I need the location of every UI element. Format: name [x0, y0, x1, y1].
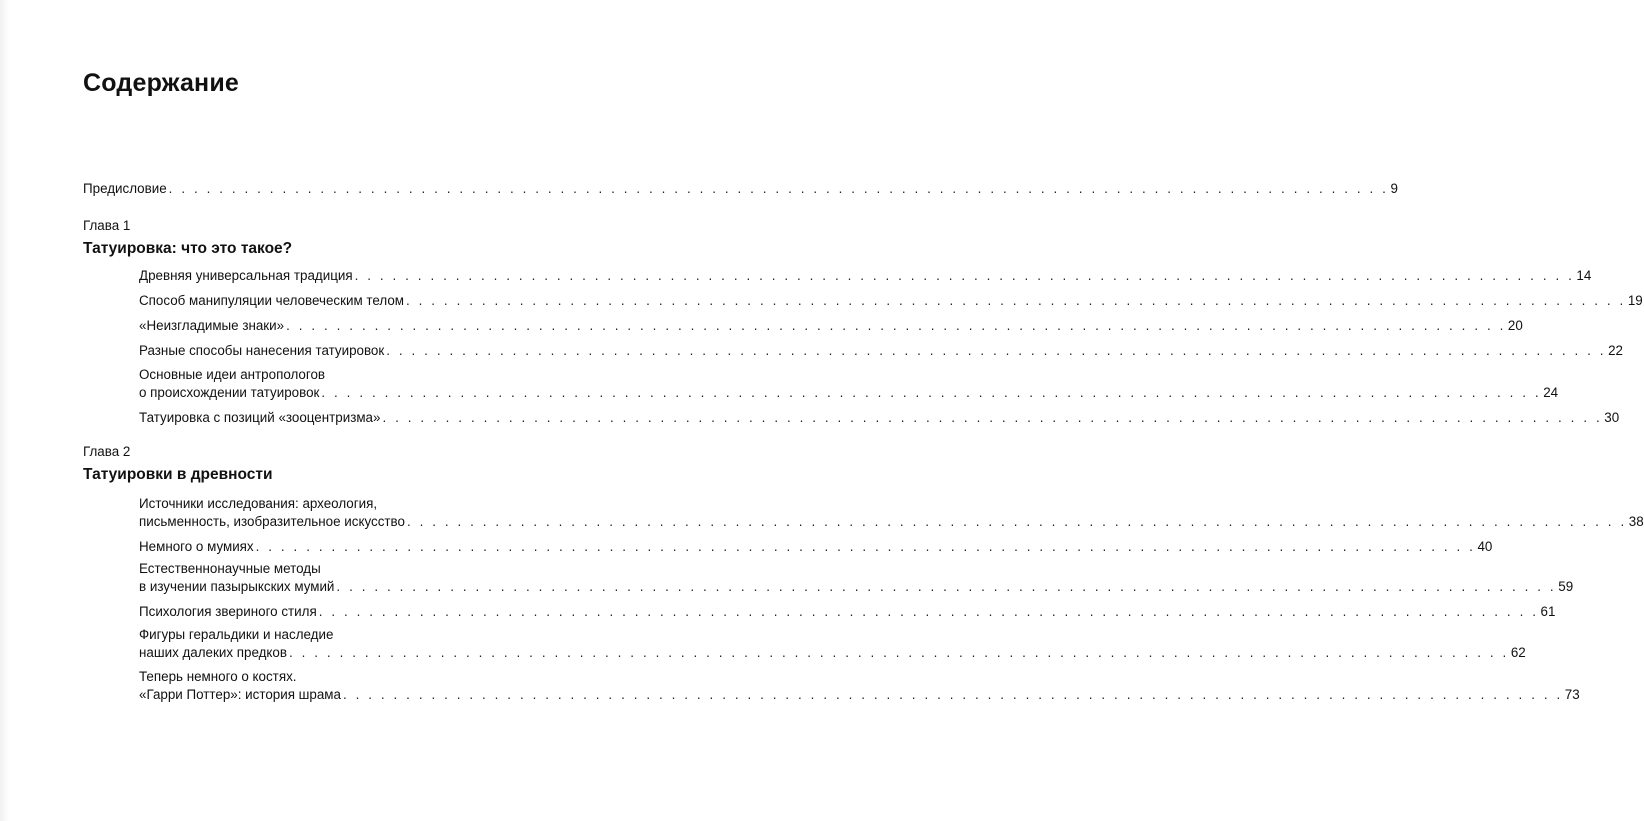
- toc-entry-label: Разные способы нанесения татуировок: [139, 343, 385, 358]
- toc-page-number: 14: [1576, 268, 1592, 283]
- toc-page-number: 38: [1628, 514, 1644, 529]
- dot-leader: . . . . . . . . . . . . . . . . . . . . . . . . . . . . . . . . . . . . . . . . . . . . . . . . . . . . . . . . . . . . . . . . . . . . . . . . . . . . . . . . . . . . . . . . . . . . . . . . .: [406, 293, 1626, 308]
- dot-leader: . . . . . . . . . . . . . . . . . . . . . . . . . . . . . . . . . . . . . . . . . . . . . . . . . . . . . . . . . . . . . . . . . . . . . . . . . . . . . . . . . . . . . . . . . . . . . . . . .: [168, 181, 1389, 196]
- dot-leader: . . . . . . . . . . . . . . . . . . . . . . . . . . . . . . . . . . . . . . . . . . . . . . . . . . . . . . . . . . . . . . . . . . . . . . . . . . . . . . . . . . . . . . . . . . . . . . . . .: [382, 410, 1603, 425]
- dot-leader: . . . . . . . . . . . . . . . . . . . . . . . . . . . . . . . . . . . . . . . . . . . . . . . . . . . . . . . . . . . . . . . . . . . . . . . . . . . . . . . . . . . . . . . . . . . . . . . . .: [255, 539, 1476, 554]
- toc-page-number: 62: [1510, 645, 1526, 660]
- toc-entry-label: «Гарри Поттер»: история шрама: [139, 687, 341, 702]
- toc-page-number: 61: [1540, 604, 1556, 619]
- toc-page-number: 24: [1543, 385, 1559, 400]
- toc-entry[interactable]: [139, 293, 1643, 309]
- toc-entry[interactable]: [139, 645, 1526, 661]
- toc-entry[interactable]: [139, 410, 1620, 426]
- toc-entry[interactable]: [139, 343, 1623, 359]
- toc-page-number: 22: [1608, 343, 1623, 358]
- dot-leader: . . . . . . . . . . . . . . . . . . . . . . . . . . . . . . . . . . . . . . . . . . . . . . . . . . . . . . . . . . . . . . . . . . . . . . . . . . . . . . . . . . . . . . . . . . . . . . . . .: [289, 645, 1509, 660]
- toc-entry[interactable]: [139, 385, 1559, 401]
- toc-entry-label: Немного о мумиях: [139, 539, 254, 554]
- page-edge-shadow: [0, 0, 10, 821]
- page-title: Содержание: [83, 69, 240, 97]
- toc-entry-label: письменность, изобразительное искусство: [139, 514, 405, 529]
- toc-entry-label: «Неизгладимые знаки»: [139, 318, 285, 333]
- chapter-number: Глава 1: [83, 218, 131, 233]
- toc-entry-label-first-line: Естественнонаучные методы: [139, 561, 321, 576]
- toc-entry-label: в изучении пазырыкских мумий: [139, 579, 335, 594]
- toc-entry[interactable]: [139, 539, 1493, 555]
- toc-entry[interactable]: [139, 687, 1580, 703]
- dot-leader: . . . . . . . . . . . . . . . . . . . . . . . . . . . . . . . . . . . . . . . . . . . . . . . . . . . . . . . . . . . . . . . . . . . . . . . . . . . . . . . . . . . . . . . . . . . . . . . . .: [321, 385, 1542, 400]
- chapter-number: Глава 2: [83, 444, 131, 459]
- toc-page-number: 19: [1627, 293, 1643, 308]
- dot-leader: . . . . . . . . . . . . . . . . . . . . . . . . . . . . . . . . . . . . . . . . . . . . . . . . . . . . . . . . . . . . . . . . . . . . . . . . . . . . . . . . . . . . . . . . . . . . . . . . .: [386, 343, 1607, 358]
- toc-page-number: 59: [1558, 579, 1574, 594]
- toc-entry-preface[interactable]: [83, 181, 1398, 197]
- chapter-title[interactable]: Татуировки в древности: [83, 466, 273, 483]
- toc-page-number: 30: [1604, 410, 1620, 425]
- dot-leader: . . . . . . . . . . . . . . . . . . . . . . . . . . . . . . . . . . . . . . . . . . . . . . . . . . . . . . . . . . . . . . . . . . . . . . . . . . . . . . . . . . . . . . . . . . . . . . . . .: [286, 318, 1506, 333]
- toc-entry-label-first-line: Фигуры геральдики и наследие: [139, 627, 334, 642]
- toc-entry[interactable]: [139, 268, 1592, 284]
- toc-entry-label: Древняя универсальная традиция: [139, 268, 353, 283]
- toc-page-number: 40: [1477, 539, 1493, 554]
- dot-leader: . . . . . . . . . . . . . . . . . . . . . . . . . . . . . . . . . . . . . . . . . . . . . . . . . . . . . . . . . . . . . . . . . . . . . . . . . . . . . . . . . . . . . . . . . . . . . . . . .: [342, 687, 1563, 702]
- toc-entry[interactable]: [139, 579, 1574, 595]
- toc-page-number: 9: [1390, 181, 1398, 196]
- dot-leader: . . . . . . . . . . . . . . . . . . . . . . . . . . . . . . . . . . . . . . . . . . . . . . . . . . . . . . . . . . . . . . . . . . . . . . . . . . . . . . . . . . . . . . . . . . . . . . . . .: [318, 604, 1539, 619]
- dot-leader: . . . . . . . . . . . . . . . . . . . . . . . . . . . . . . . . . . . . . . . . . . . . . . . . . . . . . . . . . . . . . . . . . . . . . . . . . . . . . . . . . . . . . . . . . . . . . . . . .: [354, 268, 1575, 283]
- dot-leader: . . . . . . . . . . . . . . . . . . . . . . . . . . . . . . . . . . . . . . . . . . . . . . . . . . . . . . . . . . . . . . . . . . . . . . . . . . . . . . . . . . . . . . . . . . . . . . . . .: [336, 579, 1557, 594]
- toc-entry[interactable]: [139, 318, 1523, 334]
- toc-entry-label: наших далеких предков: [139, 645, 287, 660]
- toc-entry-label-first-line: Источники исследования: археология,: [139, 496, 378, 511]
- toc-entry[interactable]: [139, 604, 1556, 620]
- toc-entry-label: Татуировка с позиций «зооцентризма»: [139, 410, 381, 425]
- toc-entry-label: Психология звериного стиля: [139, 604, 317, 619]
- toc-entry-label: Предисловие: [83, 181, 167, 196]
- toc-entry[interactable]: [139, 514, 1644, 530]
- toc-page-number: 73: [1564, 687, 1580, 702]
- toc-entry-label-first-line: Основные идеи антропологов: [139, 367, 326, 382]
- chapter-title[interactable]: Татуировка: что это такое?: [83, 240, 293, 257]
- toc-entry-label-first-line: Теперь немного о костях.: [139, 669, 297, 684]
- toc-entry-label: о происхождении татуировок: [139, 385, 320, 400]
- dot-leader: . . . . . . . . . . . . . . . . . . . . . . . . . . . . . . . . . . . . . . . . . . . . . . . . . . . . . . . . . . . . . . . . . . . . . . . . . . . . . . . . . . . . . . . . . . . . . . . . .: [406, 514, 1627, 529]
- toc-page-number: 20: [1507, 318, 1523, 333]
- toc-entry-label: Способ манипуляции человеческим телом: [139, 293, 404, 308]
